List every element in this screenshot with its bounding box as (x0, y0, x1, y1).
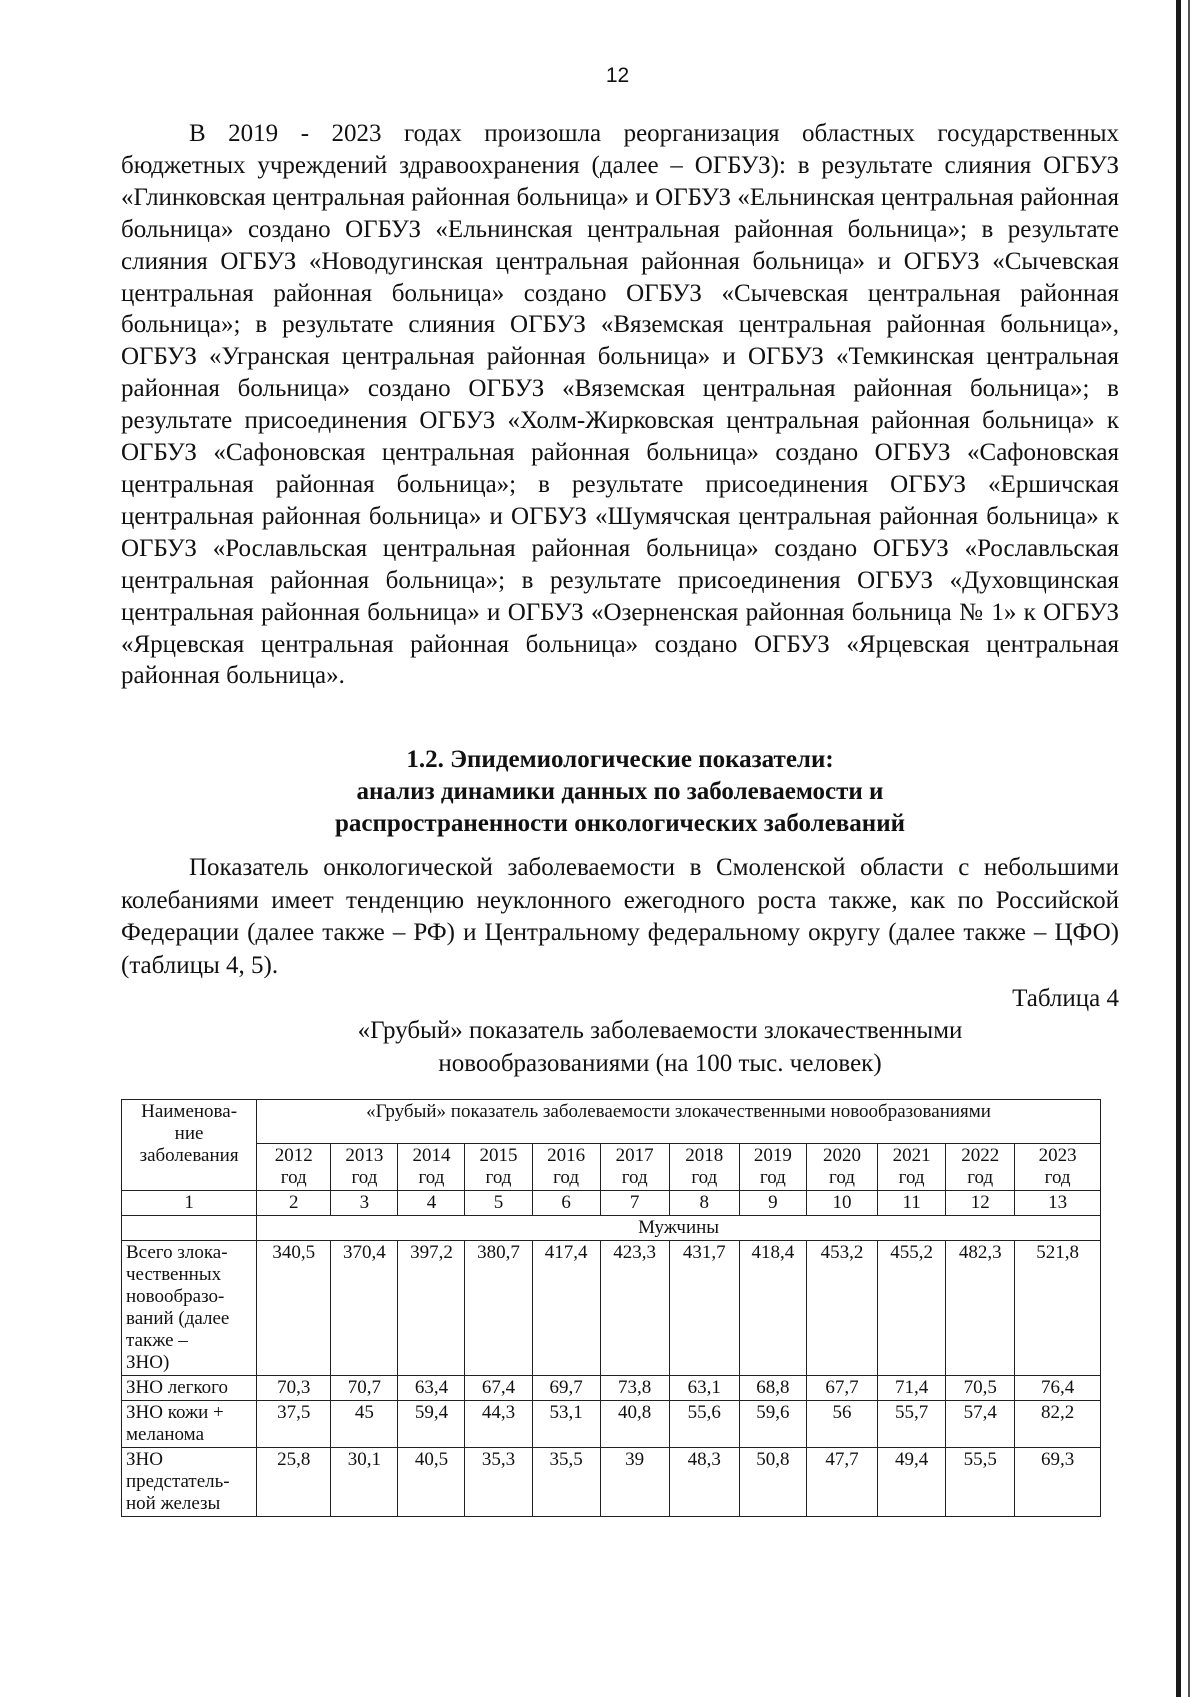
value-cell: 35,5 (532, 1448, 600, 1517)
value-cell: 55,7 (878, 1401, 946, 1448)
value-cell: 63,4 (398, 1376, 465, 1401)
column-number-cell: 4 (398, 1191, 465, 1216)
value-cell: 37,5 (257, 1401, 331, 1448)
value-cell: 380,7 (465, 1241, 532, 1376)
year-suffix: год (759, 1167, 786, 1188)
column-number-cell: 10 (806, 1191, 877, 1216)
disease-name-line: ваний (далее (126, 1308, 230, 1329)
value-cell: 67,4 (465, 1376, 532, 1401)
section-label-men: Мужчины (257, 1216, 1101, 1241)
value-cell: 55,6 (669, 1401, 739, 1448)
value-cell: 431,7 (669, 1241, 739, 1376)
year-suffix: год (898, 1167, 925, 1188)
column-number-cell: 3 (331, 1191, 398, 1216)
name-header-line: ние (174, 1123, 204, 1144)
disease-name-line: ной железы (126, 1493, 221, 1514)
year-value: 2023 (1038, 1145, 1077, 1166)
year-header-cell (398, 1144, 465, 1191)
value-cell: 59,6 (739, 1401, 806, 1448)
disease-name-cell (122, 1448, 257, 1517)
year-suffix: год (418, 1167, 445, 1188)
value-cell: 68,8 (739, 1376, 806, 1401)
value-cell: 397,2 (398, 1241, 465, 1376)
year-suffix: год (351, 1167, 378, 1188)
year-header-cell (946, 1144, 1015, 1191)
value-cell: 69,3 (1015, 1448, 1101, 1517)
value-cell: 30,1 (331, 1448, 398, 1517)
paragraph-reorganization: В 2019 - 2023 годах произошла реорганизация областных государственных бюджетных учреждений здравоохранения (далее – ОГБУЗ): в результате слияния ОГБУЗ «Глинковская центральная районная больница» и ОГБУЗ «Ельнинская центральная районная больница» создано ОГБУЗ «Ельнинская центральная районная больница»; в результате слияния ОГБУЗ «Новодугинская центральная районная больница» и ОГБУЗ «Сычевская центральная районная больница» создано ОГБУЗ «Сычевская центральная районная больница»; в результате слияния ОГБУЗ «Вяземская центральная районная больница», ОГБУЗ «Угранская центральная районная больница» и ОГБУЗ «Темкинская центральная районная больница» создано ОГБУЗ «Вяземская центральная районная больница»; в результате присоединения ОГБУЗ «Холм-Жирковская центральная районная больница» к ОГБУЗ «Сафоновская центральная районная больница» создано ОГБУЗ «Сафоновская центральная районная больница»; в результате присоединения ОГБУЗ «Ершичская центральная районная больница» и ОГБУЗ «Шумячская центральная районная больница» к ОГБУЗ «Рославльская центральная районная больница» создано ОГБУЗ «Рославльская центральная районная больница»; в результате присоединения ОГБУЗ «Духовщинская центральная районная больница» и ОГБУЗ «Озерненская районная больница № 1» к ОГБУЗ «Ярцевская центральная районная больница» создано ОГБУЗ «Ярцевская центральная районная больница». (121, 120, 1119, 690)
section-row (122, 1216, 1101, 1241)
section-heading-line-3: распространенности онкологических заболеваний (334, 810, 906, 837)
year-value: 2018 (685, 1145, 724, 1166)
table-row (122, 1448, 1101, 1517)
column-number-cell: 6 (532, 1191, 600, 1216)
paragraph-incidence: Показатель онкологической заболеваемости в Смоленской области с небольшими колебаниями имеет тенденцию неуклонного ежегодного роста также, как по Российской Федерации (далее также – РФ) и Центральному федеральному округу (далее также – ЦФО) (таблицы 4, 5). (121, 854, 1119, 979)
section-heading-line-1: 1.2. Эпидемиологические показатели: (406, 746, 834, 773)
value-cell: 45 (331, 1401, 398, 1448)
value-cell: 25,8 (257, 1448, 331, 1517)
disease-name-line: ЗНО (126, 1449, 163, 1470)
year-header-cell (806, 1144, 877, 1191)
year-suffix: год (280, 1167, 307, 1188)
table-row (122, 1401, 1101, 1448)
value-cell: 56 (806, 1401, 877, 1448)
column-number-cell: 11 (878, 1191, 946, 1216)
table-number: Таблица 4 (1012, 985, 1119, 1012)
year-suffix: год (621, 1167, 648, 1188)
year-value: 2019 (753, 1145, 792, 1166)
year-suffix: год (691, 1167, 718, 1188)
year-suffix: год (967, 1167, 994, 1188)
value-cell: 70,5 (946, 1376, 1015, 1401)
year-suffix: год (485, 1167, 512, 1188)
table-title (250, 1014, 1070, 1080)
column-number-cell: 7 (600, 1191, 669, 1216)
value-cell: 82,2 (1015, 1401, 1101, 1448)
column-number-cell: 5 (465, 1191, 532, 1216)
value-cell: 340,5 (257, 1241, 331, 1376)
value-cell: 59,4 (398, 1401, 465, 1448)
column-number-cell: 13 (1015, 1191, 1101, 1216)
column-number-cell: 12 (946, 1191, 1015, 1216)
year-suffix: год (1044, 1167, 1071, 1188)
disease-name-line: предстатель- (126, 1471, 230, 1492)
value-cell: 70,3 (257, 1376, 331, 1401)
value-cell: 40,8 (600, 1401, 669, 1448)
value-cell: 71,4 (878, 1376, 946, 1401)
year-value: 2016 (547, 1145, 586, 1166)
disease-name-line: Всего злока- (126, 1242, 228, 1263)
value-cell: 69,7 (532, 1376, 600, 1401)
year-value: 2014 (412, 1145, 451, 1166)
value-cell: 418,4 (739, 1241, 806, 1376)
value-cell: 35,3 (465, 1448, 532, 1517)
column-number-cell: 1 (122, 1191, 257, 1216)
column-number-cell: 8 (669, 1191, 739, 1216)
value-cell: 55,5 (946, 1448, 1015, 1517)
page-number: 12 (605, 64, 630, 87)
value-cell: 63,1 (669, 1376, 739, 1401)
value-cell: 455,2 (878, 1241, 946, 1376)
value-cell: 70,7 (331, 1376, 398, 1401)
value-cell: 39 (600, 1448, 669, 1517)
disease-name-line: меланома (126, 1424, 205, 1445)
value-cell: 44,3 (465, 1401, 532, 1448)
table-title-line-1: «Грубый» показатель заболеваемости злокачественными (357, 1017, 963, 1044)
value-cell: 370,4 (331, 1241, 398, 1376)
year-value: 2020 (822, 1145, 861, 1166)
year-header-cell (878, 1144, 946, 1191)
year-value: 2021 (892, 1145, 931, 1166)
year-suffix: год (829, 1167, 855, 1188)
year-header-cell (465, 1144, 532, 1191)
value-cell: 48,3 (669, 1448, 739, 1517)
value-cell: 57,4 (946, 1401, 1015, 1448)
year-header-cell (669, 1144, 739, 1191)
incidence-table (121, 1099, 1101, 1517)
disease-name-line: ЗНО кожи + (126, 1402, 224, 1423)
name-column-header (122, 1100, 257, 1191)
year-header-row (122, 1144, 1101, 1191)
disease-name-line: новообразо- (126, 1286, 225, 1307)
value-cell: 50,8 (739, 1448, 806, 1517)
value-cell: 417,4 (532, 1241, 600, 1376)
disease-name-line: также – (126, 1330, 188, 1351)
disease-name-cell (122, 1376, 257, 1401)
value-cell: 76,4 (1015, 1376, 1101, 1401)
year-value: 2013 (345, 1145, 384, 1166)
scan-edge-line-thin (1188, 0, 1190, 1697)
column-number-cell: 9 (739, 1191, 806, 1216)
value-cell: 521,8 (1015, 1241, 1101, 1376)
year-value: 2017 (615, 1145, 654, 1166)
disease-name-cell (122, 1401, 257, 1448)
value-cell: 53,1 (532, 1401, 600, 1448)
column-number-row (122, 1191, 1101, 1216)
group-header: «Грубый» показатель заболеваемости злокачественными новообразованиями (257, 1100, 1101, 1144)
year-header-cell (739, 1144, 806, 1191)
year-header-cell (257, 1144, 331, 1191)
year-value: 2015 (479, 1145, 518, 1166)
value-cell: 47,7 (806, 1448, 877, 1517)
section-heading-line-2: анализ динамики данных по заболеваемости и (356, 778, 884, 805)
name-header-line: заболевания (139, 1145, 239, 1166)
value-cell: 49,4 (878, 1448, 946, 1517)
value-cell: 67,7 (806, 1376, 877, 1401)
disease-name-line: ЗНО) (126, 1352, 170, 1373)
year-header-cell (1015, 1144, 1101, 1191)
table-row (122, 1241, 1101, 1376)
table-row (122, 1376, 1101, 1401)
section-empty-cell (122, 1216, 257, 1241)
scan-edge-line (1176, 0, 1181, 1697)
year-header-cell (331, 1144, 398, 1191)
section-heading (121, 744, 1119, 840)
year-value: 2012 (274, 1145, 313, 1166)
table-header-row (122, 1100, 1101, 1144)
value-cell: 73,8 (600, 1376, 669, 1401)
table-title-line-2: новообразованиями (на 100 тыс. человек) (438, 1050, 882, 1077)
disease-name-line: чественных (126, 1264, 222, 1285)
value-cell: 423,3 (600, 1241, 669, 1376)
year-header-cell (600, 1144, 669, 1191)
disease-name-cell (122, 1241, 257, 1376)
year-suffix: год (553, 1167, 580, 1188)
value-cell: 453,2 (806, 1241, 877, 1376)
value-cell: 40,5 (398, 1448, 465, 1517)
column-number-cell: 2 (257, 1191, 331, 1216)
value-cell: 482,3 (946, 1241, 1015, 1376)
disease-name-line: ЗНО легкого (126, 1377, 229, 1398)
name-header-line: Наименова- (141, 1101, 238, 1122)
year-header-cell (532, 1144, 600, 1191)
year-value: 2022 (961, 1145, 1000, 1166)
